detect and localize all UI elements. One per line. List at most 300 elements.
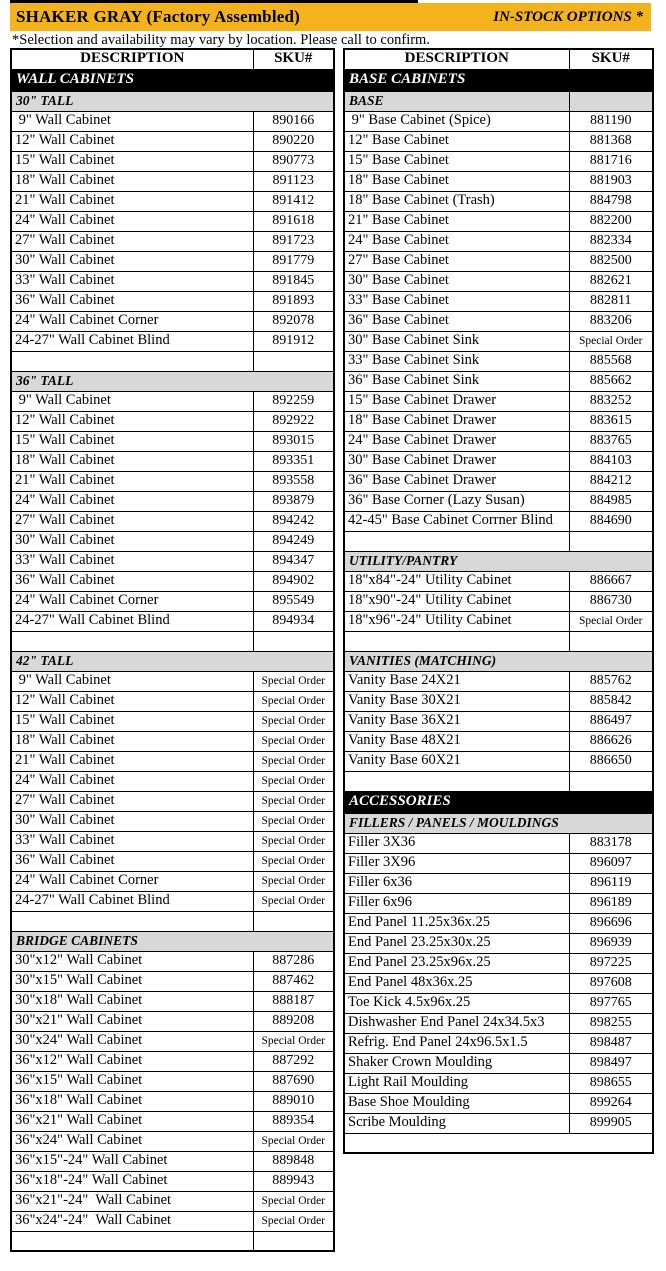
table-row bbox=[11, 711, 334, 731]
table-row bbox=[11, 151, 334, 171]
sku-cell: 885568 bbox=[569, 351, 653, 371]
table-row bbox=[11, 1171, 334, 1191]
description-cell: 36"x18" Wall Cabinet bbox=[11, 1091, 253, 1111]
description-cell: 18" Wall Cabinet bbox=[11, 451, 253, 471]
description-cell bbox=[344, 531, 569, 551]
description-cell: 18" Base Cabinet bbox=[344, 171, 569, 191]
section-row-black bbox=[344, 791, 653, 813]
sku-cell: Special Order bbox=[253, 711, 334, 731]
table-row bbox=[11, 951, 334, 971]
table-row bbox=[11, 471, 334, 491]
empty-row bbox=[344, 1133, 653, 1153]
sku-cell: 896939 bbox=[569, 933, 653, 953]
table-row bbox=[11, 1151, 334, 1171]
section-row-gray bbox=[344, 651, 653, 671]
description-cell: 36"x15"-24" Wall Cabinet bbox=[11, 1151, 253, 1171]
section-label: FILLERS / PANELS / MOULDINGS bbox=[344, 813, 653, 833]
sku-cell: 889208 bbox=[253, 1011, 334, 1031]
description-cell: End Panel 48x36x.25 bbox=[344, 973, 569, 993]
sku-cell: 889010 bbox=[253, 1091, 334, 1111]
table-row bbox=[11, 891, 334, 911]
sku-header-cell: SKU# bbox=[253, 49, 334, 69]
section-row-gray bbox=[11, 651, 334, 671]
section-label: BASE CABINETS bbox=[344, 69, 653, 91]
section-label: 42" TALL bbox=[11, 651, 334, 671]
table-row bbox=[11, 571, 334, 591]
table-row bbox=[344, 853, 653, 873]
sku-cell: 886667 bbox=[569, 571, 653, 591]
sku-cell: 894347 bbox=[253, 551, 334, 571]
section-label: WALL CABINETS bbox=[11, 69, 334, 91]
sku-cell: 884212 bbox=[569, 471, 653, 491]
sku-cell: 881716 bbox=[569, 151, 653, 171]
table-row bbox=[11, 551, 334, 571]
sku-cell: 890166 bbox=[253, 111, 334, 131]
sku-cell: 893351 bbox=[253, 451, 334, 471]
sku-cell: 891779 bbox=[253, 251, 334, 271]
sku-cell: 894242 bbox=[253, 511, 334, 531]
sku-cell bbox=[253, 631, 334, 651]
sku-cell: 896119 bbox=[569, 873, 653, 893]
table-row bbox=[344, 591, 653, 611]
description-cell: 27" Base Cabinet bbox=[344, 251, 569, 271]
description-cell: Vanity Base 60X21 bbox=[344, 751, 569, 771]
section-row-gray bbox=[11, 91, 334, 111]
description-cell: 24-27" Wall Cabinet Blind bbox=[11, 891, 253, 911]
description-cell: 30" Base Cabinet bbox=[344, 271, 569, 291]
table-row bbox=[11, 411, 334, 431]
table-row bbox=[11, 691, 334, 711]
sku-cell: 882334 bbox=[569, 231, 653, 251]
description-cell: 24" Wall Cabinet Corner bbox=[11, 871, 253, 891]
section-row-gray bbox=[344, 813, 653, 833]
description-cell: 18" Base Cabinet Drawer bbox=[344, 411, 569, 431]
description-cell: 30"x24" Wall Cabinet bbox=[11, 1031, 253, 1051]
description-cell: End Panel 23.25x30x.25 bbox=[344, 933, 569, 953]
sku-cell: 897608 bbox=[569, 973, 653, 993]
description-cell: 9" Wall Cabinet bbox=[11, 391, 253, 411]
sku-cell: 889848 bbox=[253, 1151, 334, 1171]
table-row bbox=[11, 1111, 334, 1131]
description-cell: Scribe Moulding bbox=[344, 1113, 569, 1133]
description-cell bbox=[344, 631, 569, 651]
table-row bbox=[11, 211, 334, 231]
description-cell: Dishwasher End Panel 24x34.5x3 bbox=[344, 1013, 569, 1033]
sku-cell: 889943 bbox=[253, 1171, 334, 1191]
description-cell: 21" Wall Cabinet bbox=[11, 191, 253, 211]
sku-cell: Special Order bbox=[253, 1211, 334, 1231]
description-cell: Toe Kick 4.5x96x.25 bbox=[344, 993, 569, 1013]
section-label: UTILITY/PANTRY bbox=[344, 551, 653, 571]
sku-cell: 899264 bbox=[569, 1093, 653, 1113]
description-cell: Light Rail Moulding bbox=[344, 1073, 569, 1093]
section-row-black bbox=[344, 69, 653, 91]
description-cell: Filler 6x36 bbox=[344, 873, 569, 893]
column-header-row bbox=[11, 49, 334, 69]
description-cell: 30" Wall Cabinet bbox=[11, 811, 253, 831]
page-title: SHAKER GRAY (Factory Assembled) bbox=[16, 7, 301, 26]
sku-cell: 881190 bbox=[569, 111, 653, 131]
description-cell bbox=[11, 351, 253, 371]
description-cell: 15" Wall Cabinet bbox=[11, 431, 253, 451]
table-row bbox=[344, 471, 653, 491]
description-cell: 24" Wall Cabinet Corner bbox=[11, 591, 253, 611]
sku-cell: 891912 bbox=[253, 331, 334, 351]
description-cell: 15" Base Cabinet Drawer bbox=[344, 391, 569, 411]
description-cell: 27" Wall Cabinet bbox=[11, 231, 253, 251]
description-cell: 12" Base Cabinet bbox=[344, 131, 569, 151]
table-row bbox=[344, 111, 653, 131]
sku-cell: 892078 bbox=[253, 311, 334, 331]
section-label: VANITIES (MATCHING) bbox=[344, 651, 653, 671]
sku-cell: 893015 bbox=[253, 431, 334, 451]
table-row bbox=[11, 171, 334, 191]
table-row bbox=[11, 1091, 334, 1111]
section-label: ACCESSORIES bbox=[344, 791, 653, 813]
description-cell: 15" Base Cabinet bbox=[344, 151, 569, 171]
sku-cell bbox=[569, 631, 653, 651]
sku-cell: Special Order bbox=[253, 1031, 334, 1051]
section-label: 36" TALL bbox=[11, 371, 334, 391]
description-cell: End Panel 11.25x36x.25 bbox=[344, 913, 569, 933]
sku-cell: Special Order bbox=[253, 691, 334, 711]
description-cell: 42-45" Base Cabinet Corrner Blind bbox=[344, 511, 569, 531]
empty-row bbox=[11, 351, 334, 371]
description-cell: 30"x18" Wall Cabinet bbox=[11, 991, 253, 1011]
table-row bbox=[344, 973, 653, 993]
sku-cell: 897225 bbox=[569, 953, 653, 973]
sku-cell: 883615 bbox=[569, 411, 653, 431]
table-row bbox=[11, 511, 334, 531]
section-label: 30" TALL bbox=[11, 91, 334, 111]
table-row bbox=[344, 571, 653, 591]
sku-cell: Special Order bbox=[253, 851, 334, 871]
table-row bbox=[11, 231, 334, 251]
description-cell: 24" Wall Cabinet bbox=[11, 491, 253, 511]
sku-cell: 885842 bbox=[569, 691, 653, 711]
description-cell: 36" Base Cabinet Drawer bbox=[344, 471, 569, 491]
sku-cell: 898487 bbox=[569, 1033, 653, 1053]
sku-cell: 885762 bbox=[569, 671, 653, 691]
table-row bbox=[344, 331, 653, 351]
sku-cell: 883765 bbox=[569, 431, 653, 451]
description-cell: 30" Wall Cabinet bbox=[11, 251, 253, 271]
table-row bbox=[11, 771, 334, 791]
empty-row bbox=[11, 631, 334, 651]
description-cell: 12" Wall Cabinet bbox=[11, 131, 253, 151]
sku-cell: 886497 bbox=[569, 711, 653, 731]
table-row bbox=[344, 873, 653, 893]
availability-note: *Selection and availability may vary by location. Please call to confirm. bbox=[12, 32, 430, 48]
table-row bbox=[344, 993, 653, 1013]
wall-cabinets-table bbox=[10, 48, 335, 1252]
description-cell: 33" Wall Cabinet bbox=[11, 551, 253, 571]
sku-cell: 886730 bbox=[569, 591, 653, 611]
description-cell: 15" Wall Cabinet bbox=[11, 711, 253, 731]
sku-cell: 882500 bbox=[569, 251, 653, 271]
sku-cell: 887292 bbox=[253, 1051, 334, 1071]
sku-cell: 883178 bbox=[569, 833, 653, 853]
description-cell: Vanity Base 24X21 bbox=[344, 671, 569, 691]
description-cell: 21" Wall Cabinet bbox=[11, 751, 253, 771]
base-cabinets-body bbox=[344, 49, 653, 1153]
table-row bbox=[344, 953, 653, 973]
sku-cell: 891723 bbox=[253, 231, 334, 251]
table-row bbox=[344, 893, 653, 913]
sku-cell: Special Order bbox=[253, 811, 334, 831]
table-row bbox=[344, 1093, 653, 1113]
table-row bbox=[11, 991, 334, 1011]
table-row bbox=[344, 151, 653, 171]
sku-cell: 894934 bbox=[253, 611, 334, 631]
sku-cell: Special Order bbox=[253, 751, 334, 771]
table-row bbox=[344, 291, 653, 311]
description-cell: 24" Base Cabinet bbox=[344, 231, 569, 251]
sku-cell bbox=[569, 531, 653, 551]
description-cell: 30" Base Cabinet Sink bbox=[344, 331, 569, 351]
sku-cell: 887690 bbox=[253, 1071, 334, 1091]
table-row bbox=[344, 211, 653, 231]
table-row bbox=[11, 191, 334, 211]
description-cell: 36" Base Cabinet bbox=[344, 311, 569, 331]
table-row bbox=[344, 1113, 653, 1133]
sku-cell: 887286 bbox=[253, 951, 334, 971]
table-row bbox=[344, 311, 653, 331]
description-cell bbox=[11, 1231, 253, 1251]
sku-cell: Special Order bbox=[253, 731, 334, 751]
table-row bbox=[344, 1033, 653, 1053]
sku-cell: Special Order bbox=[253, 1131, 334, 1151]
description-cell: 36"x24" Wall Cabinet bbox=[11, 1131, 253, 1151]
table-row bbox=[11, 611, 334, 631]
table-row bbox=[11, 851, 334, 871]
empty-row bbox=[11, 911, 334, 931]
description-cell: 36"x21" Wall Cabinet bbox=[11, 1111, 253, 1131]
description-cell: 33" Base Cabinet Sink bbox=[344, 351, 569, 371]
table-row bbox=[11, 451, 334, 471]
description-cell: 18"x84"-24" Utility Cabinet bbox=[344, 571, 569, 591]
sku-cell: 888187 bbox=[253, 991, 334, 1011]
table-row bbox=[344, 691, 653, 711]
description-cell: Base Shoe Moulding bbox=[344, 1093, 569, 1113]
section-row-gray bbox=[344, 91, 653, 111]
section-row-gray bbox=[344, 551, 653, 571]
table-row bbox=[11, 491, 334, 511]
sku-cell: Special Order bbox=[253, 891, 334, 911]
sku-cell: 895549 bbox=[253, 591, 334, 611]
description-cell: 9" Base Cabinet (Spice) bbox=[344, 111, 569, 131]
table-row bbox=[11, 391, 334, 411]
section-label: BASE bbox=[344, 91, 569, 111]
description-cell: 21" Base Cabinet bbox=[344, 211, 569, 231]
table-row bbox=[11, 1071, 334, 1091]
base-cabinets-table bbox=[343, 48, 654, 1154]
description-cell: Filler 3X96 bbox=[344, 853, 569, 873]
sku-cell: 896097 bbox=[569, 853, 653, 873]
sku-cell bbox=[253, 1231, 334, 1251]
table-row bbox=[11, 671, 334, 691]
description-cell: Vanity Base 48X21 bbox=[344, 731, 569, 751]
section-row-gray bbox=[11, 931, 334, 951]
table-row bbox=[11, 751, 334, 771]
table-row bbox=[344, 1053, 653, 1073]
sku-cell: Special Order bbox=[569, 611, 653, 631]
table-row bbox=[344, 451, 653, 471]
description-cell: 33" Base Cabinet bbox=[344, 291, 569, 311]
description-cell: 9" Wall Cabinet bbox=[11, 671, 253, 691]
description-cell: Vanity Base 30X21 bbox=[344, 691, 569, 711]
sku-cell: 882200 bbox=[569, 211, 653, 231]
empty-row bbox=[344, 631, 653, 651]
empty-row bbox=[344, 531, 653, 551]
table-row bbox=[344, 431, 653, 451]
title-band bbox=[10, 3, 651, 31]
table-row bbox=[11, 1051, 334, 1071]
description-cell: 18" Wall Cabinet bbox=[11, 171, 253, 191]
table-row bbox=[344, 611, 653, 631]
table-row bbox=[11, 731, 334, 751]
sku-cell: 890220 bbox=[253, 131, 334, 151]
description-cell: 36" Wall Cabinet bbox=[11, 851, 253, 871]
sku-cell: Special Order bbox=[253, 671, 334, 691]
sku-cell: 881368 bbox=[569, 131, 653, 151]
table-row bbox=[11, 311, 334, 331]
sku-cell: 882811 bbox=[569, 291, 653, 311]
sku-cell: 894249 bbox=[253, 531, 334, 551]
sku-cell: 882621 bbox=[569, 271, 653, 291]
table-row bbox=[344, 351, 653, 371]
table-row bbox=[11, 791, 334, 811]
sku-cell: Special Order bbox=[253, 871, 334, 891]
table-row bbox=[344, 371, 653, 391]
table-row bbox=[344, 391, 653, 411]
sku-cell: 898655 bbox=[569, 1073, 653, 1093]
description-cell: 36"x15" Wall Cabinet bbox=[11, 1071, 253, 1091]
sku-cell: 892259 bbox=[253, 391, 334, 411]
description-cell: 21" Wall Cabinet bbox=[11, 471, 253, 491]
description-cell: 30" Base Cabinet Drawer bbox=[344, 451, 569, 471]
description-cell: 9" Wall Cabinet bbox=[11, 111, 253, 131]
table-row bbox=[11, 1211, 334, 1231]
table-row bbox=[344, 191, 653, 211]
description-header-cell: DESCRIPTION bbox=[11, 49, 253, 69]
table-row bbox=[11, 811, 334, 831]
sku-cell: 891123 bbox=[253, 171, 334, 191]
table-row bbox=[11, 111, 334, 131]
table-row bbox=[344, 171, 653, 191]
description-cell: 30"x15" Wall Cabinet bbox=[11, 971, 253, 991]
sku-cell: 891893 bbox=[253, 291, 334, 311]
sku-cell: 893879 bbox=[253, 491, 334, 511]
sku-cell: 886650 bbox=[569, 751, 653, 771]
table-row bbox=[344, 933, 653, 953]
description-cell: End Panel 23.25x96x.25 bbox=[344, 953, 569, 973]
description-cell: Filler 3X36 bbox=[344, 833, 569, 853]
column-header-row bbox=[344, 49, 653, 69]
section-row-gray bbox=[11, 371, 334, 391]
table-row bbox=[11, 1031, 334, 1051]
sku-cell: 894902 bbox=[253, 571, 334, 591]
description-cell: 27" Wall Cabinet bbox=[11, 791, 253, 811]
table-row bbox=[11, 331, 334, 351]
sku-cell: 898497 bbox=[569, 1053, 653, 1073]
sku-cell: 884690 bbox=[569, 511, 653, 531]
sku-cell: Special Order bbox=[253, 791, 334, 811]
sku-cell: 891412 bbox=[253, 191, 334, 211]
sku-cell: 893558 bbox=[253, 471, 334, 491]
description-cell: 36" Base Corner (Lazy Susan) bbox=[344, 491, 569, 511]
table-row bbox=[344, 711, 653, 731]
sku-cell: 891618 bbox=[253, 211, 334, 231]
table-row bbox=[344, 833, 653, 853]
sku-cell: 883252 bbox=[569, 391, 653, 411]
sku-cell bbox=[569, 771, 653, 791]
description-cell: 24" Wall Cabinet bbox=[11, 771, 253, 791]
description-cell: Vanity Base 36X21 bbox=[344, 711, 569, 731]
table-row bbox=[344, 251, 653, 271]
sku-cell: 898255 bbox=[569, 1013, 653, 1033]
description-cell: 36"x24"-24" Wall Cabinet bbox=[11, 1211, 253, 1231]
description-cell: 24" Wall Cabinet bbox=[11, 211, 253, 231]
table-row bbox=[11, 291, 334, 311]
description-cell: Refrig. End Panel 24x96.5x1.5 bbox=[344, 1033, 569, 1053]
description-cell: 36"x12" Wall Cabinet bbox=[11, 1051, 253, 1071]
table-row bbox=[344, 731, 653, 751]
sku-cell: Special Order bbox=[253, 1191, 334, 1211]
description-cell: 33" Wall Cabinet bbox=[11, 271, 253, 291]
description-cell: Shaker Crown Moulding bbox=[344, 1053, 569, 1073]
description-cell: 30" Wall Cabinet bbox=[11, 531, 253, 551]
table-row bbox=[11, 251, 334, 271]
description-cell: 18"x90"-24" Utility Cabinet bbox=[344, 591, 569, 611]
description-cell bbox=[344, 771, 569, 791]
description-cell: 24-27" Wall Cabinet Blind bbox=[11, 331, 253, 351]
table-row bbox=[344, 411, 653, 431]
description-cell: 36" Base Cabinet Sink bbox=[344, 371, 569, 391]
table-row bbox=[344, 271, 653, 291]
description-cell: 24" Wall Cabinet Corner bbox=[11, 311, 253, 331]
sku-cell: 886626 bbox=[569, 731, 653, 751]
description-cell: 36"x21"-24" Wall Cabinet bbox=[11, 1191, 253, 1211]
description-cell: 18"x96"-24" Utility Cabinet bbox=[344, 611, 569, 631]
sku-cell: Special Order bbox=[253, 771, 334, 791]
description-cell: 15" Wall Cabinet bbox=[11, 151, 253, 171]
table-row bbox=[344, 231, 653, 251]
sku-cell: 892922 bbox=[253, 411, 334, 431]
sku-cell: 887462 bbox=[253, 971, 334, 991]
table-row bbox=[11, 531, 334, 551]
table-row bbox=[11, 1131, 334, 1151]
sku-cell: 884103 bbox=[569, 451, 653, 471]
sku-cell bbox=[253, 911, 334, 931]
table-row bbox=[344, 671, 653, 691]
table-row bbox=[11, 131, 334, 151]
table-row bbox=[11, 1191, 334, 1211]
description-cell: 30"x21" Wall Cabinet bbox=[11, 1011, 253, 1031]
table-row bbox=[11, 431, 334, 451]
table-row bbox=[11, 591, 334, 611]
description-cell: 18" Base Cabinet (Trash) bbox=[344, 191, 569, 211]
sku-cell: Special Order bbox=[253, 831, 334, 851]
sku-cell: 889354 bbox=[253, 1111, 334, 1131]
sku-header-cell: SKU# bbox=[569, 49, 653, 69]
sku-cell: 881903 bbox=[569, 171, 653, 191]
empty-row bbox=[344, 771, 653, 791]
empty-row bbox=[11, 1231, 334, 1251]
section-row-black bbox=[11, 69, 334, 91]
description-cell: 36" Wall Cabinet bbox=[11, 571, 253, 591]
description-cell: 18" Wall Cabinet bbox=[11, 731, 253, 751]
